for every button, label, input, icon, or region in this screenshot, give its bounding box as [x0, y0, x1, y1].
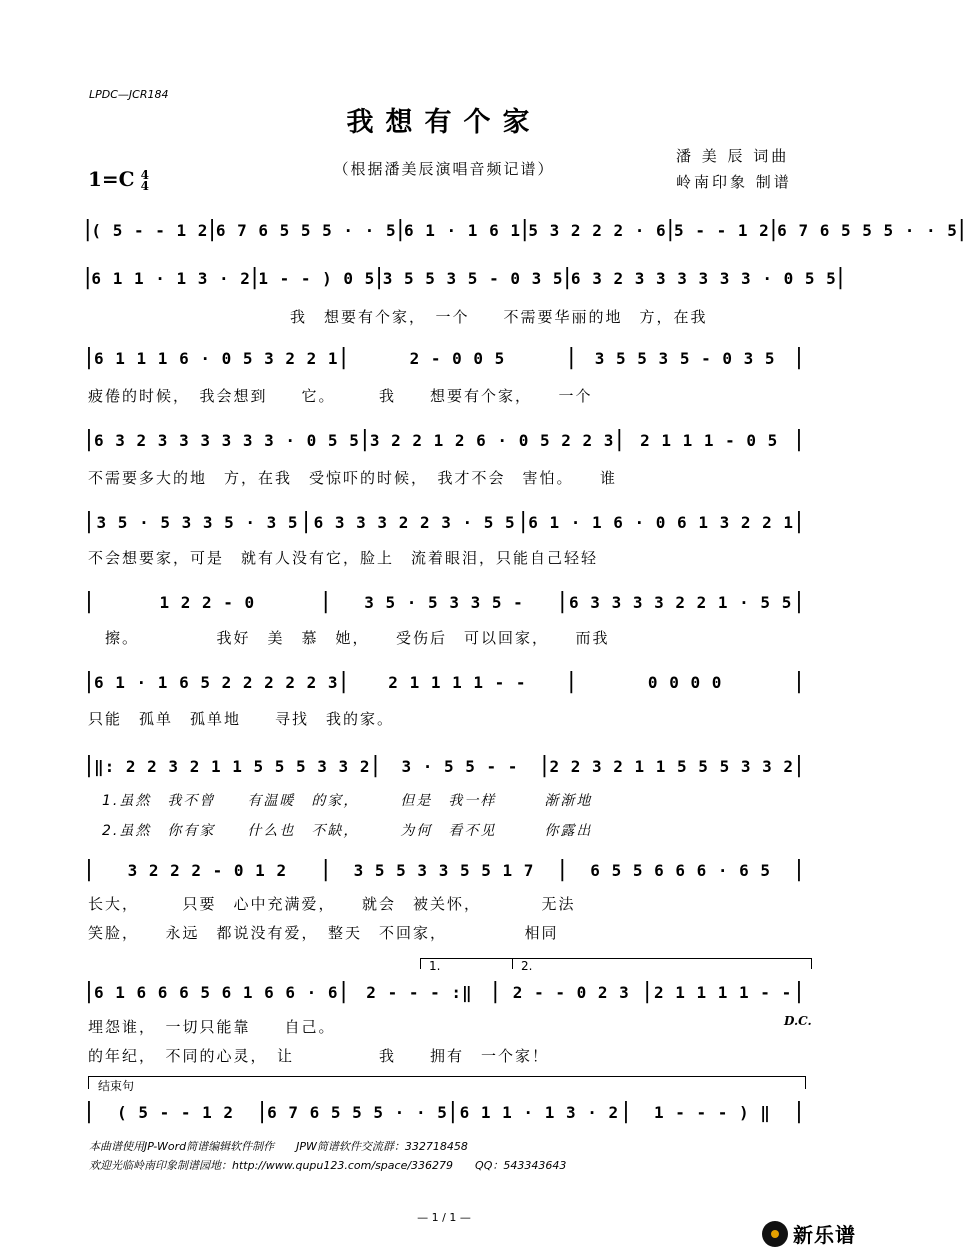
score-line-10 [84, 979, 804, 1004]
barline: | [85, 669, 93, 694]
volta-1-label: 1. [429, 959, 441, 973]
barline: | [258, 1099, 266, 1124]
footer-website-note: 欢迎光临岭南印象制谱园地：http://www.qupu123.com/space/336279 QQ：543343643 [89, 1159, 567, 1172]
barline: | [558, 857, 567, 882]
score-line-11 [84, 1099, 804, 1124]
measure: ( 5 - - 1 2 [91, 220, 209, 240]
barline: | [85, 589, 93, 614]
barline: | [769, 217, 778, 242]
barline: | [558, 589, 567, 614]
barline: | [957, 217, 965, 242]
barline: | [795, 1099, 803, 1124]
volta-bracket-2 [512, 958, 812, 973]
barline: | [643, 979, 651, 1004]
measure: 3 5 5 3 5 - 0 3 5 [382, 268, 564, 288]
brand-logo[interactable] [762, 1219, 856, 1248]
measure: ‖: 2 2 3 2 1 1 5 5 5 3 3 2 [94, 756, 371, 776]
barline: | [84, 217, 92, 242]
measure: 6 3 3 3 3 2 2 1 · 5 5 [569, 592, 793, 612]
da-capo-marker: D.C. [784, 1014, 812, 1028]
credit-score: 岭南印象 制谱 [676, 173, 792, 191]
barline: | [615, 427, 624, 452]
measure: 2 1 1 1 - 0 5 [640, 430, 779, 450]
measure: 2 - - 0 2 3 [512, 982, 630, 1002]
footer-software-note: 本曲谱使用JP-Word简谱编辑软件制作 JPW简谱软件交流群：332718458 [89, 1140, 468, 1153]
barline: | [519, 509, 527, 534]
page-number: — 1 / 1 — [417, 1211, 471, 1224]
barline: | [85, 1099, 93, 1124]
barline: | [540, 753, 549, 778]
barline: | [795, 509, 803, 534]
measure: 0 0 0 0 [647, 672, 723, 692]
subtitle: （根据潘美辰演唱音频记谱） [333, 160, 555, 178]
lyric-line-8-verse-2: 2.虽然 你有家 什么也 不缺， 为何 看不见 你露出 [102, 823, 593, 839]
barline: | [795, 979, 803, 1004]
lyric-line-6: 擦。 我好 美 慕 她， 受伤后 可以回家， 而我 [88, 629, 610, 647]
meter-top: 4 [140, 167, 149, 182]
barline: | [339, 669, 348, 694]
measure: 3 5 · 5 3 3 5 - [364, 592, 524, 612]
barline: | [795, 857, 803, 882]
measure: 6 1 6 6 6 5 6 1 6 6 · 6 [94, 982, 339, 1002]
barline: | [302, 509, 310, 534]
song-title: 我想有个家 [346, 107, 542, 138]
measure: 3 2 2 1 2 6 · 0 5 2 2 3 [369, 430, 615, 450]
score-line-6 [84, 589, 804, 614]
lyric-line-9-verse-1: 长大， 只要 心中充满爱， 就会 被关怀， 无法 [88, 895, 576, 913]
lyric-line-2: 我 想要有个家， 一个 不需要华丽的地 方，在我 [290, 308, 708, 326]
barline: | [339, 345, 348, 370]
measure: 2 1 1 1 1 - - [388, 672, 527, 692]
barline: | [250, 265, 259, 290]
barline: | [85, 345, 93, 370]
barline: | [85, 857, 93, 882]
barline: | [567, 669, 575, 694]
volta-bracket-1 [420, 958, 514, 973]
measure: 2 - - - :‖ [366, 982, 473, 1002]
measure: 6 1 1 1 6 · 0 5 3 2 2 1 [94, 348, 339, 368]
barline: | [208, 217, 216, 242]
barline: | [795, 345, 803, 370]
measure: 1 - - - ) ‖ [653, 1102, 771, 1122]
measure: 6 7 6 5 5 5 · · 5 [215, 220, 397, 240]
measure: 2 1 1 1 1 - - [653, 982, 793, 1002]
barline: | [375, 265, 383, 290]
score-line-4 [84, 427, 804, 452]
measure: 1 2 2 - 0 [159, 592, 256, 612]
brand-name: 新乐谱 [793, 1223, 856, 1247]
lyric-line-7: 只能 孤单 孤单地 寻找 我的家。 [88, 710, 395, 728]
measure: ( 5 - - 1 2 [117, 1102, 235, 1122]
measure: 5 - - 1 2 [674, 220, 770, 240]
measure: 6 5 5 6 6 6 · 6 5 [590, 860, 772, 880]
lyric-line-8-verse-1: 1.虽然 我不曾 有温暖 的家， 但是 我一样 渐渐地 [102, 793, 593, 809]
score-line-9 [84, 857, 804, 882]
credit-words: 潘 美 辰 词曲 [676, 147, 790, 165]
barline: | [371, 753, 380, 778]
measure: 6 1 1 · 1 3 · 2 [459, 1102, 620, 1122]
measure: 6 7 6 5 5 5 · · 5 [777, 220, 958, 240]
barline: | [795, 427, 803, 452]
barline: | [795, 589, 803, 614]
barline: | [339, 979, 348, 1004]
barline: | [85, 509, 93, 534]
lyric-line-3: 疲倦的时候， 我会想到 它。 我 想要有个家， 一个 [88, 387, 593, 405]
measure: 6 1 · 1 6 · 0 6 1 3 2 2 1 [528, 512, 795, 532]
measure: 6 3 2 3 3 3 3 3 3 · 0 5 5 [94, 430, 360, 450]
barline: | [396, 217, 404, 242]
score-line-3 [84, 345, 804, 370]
lyric-line-4: 不需要多大的地 方，在我 受惊吓的时候， 我才不会 害怕。 谁 [88, 469, 618, 487]
score-line-2 [84, 265, 845, 290]
barline: | [563, 265, 571, 290]
record-disc-icon [762, 1221, 788, 1247]
meter-bottom: 4 [140, 178, 149, 193]
barline: | [85, 427, 93, 452]
lyric-line-5: 不会想要家，可是 就有人没有它，脸上 流着眼泪，只能自己轻轻 [88, 549, 599, 567]
score-line-7 [84, 669, 804, 694]
measure: 3 5 · 5 3 3 5 · 3 5 [96, 512, 299, 532]
barline: | [622, 1099, 630, 1124]
barline: | [795, 753, 803, 778]
ending-label: 结束句 [98, 1079, 135, 1093]
score-line-8 [84, 753, 804, 778]
measure: 6 1 1 · 1 3 · 2 [91, 268, 251, 288]
barline: | [666, 217, 675, 242]
barline: | [795, 669, 803, 694]
barline: | [520, 217, 529, 242]
measure: 3 5 5 3 3 5 5 1 7 [353, 860, 535, 880]
barline: | [85, 753, 93, 778]
lyric-line-9-verse-2: 笑脸， 永远 都说没有爱， 整天 不回家， 相同 [88, 924, 559, 942]
score-code: LPDC—JCR184 [89, 88, 169, 101]
barline: | [449, 1099, 457, 1124]
measure: 1 - - ) 0 5 [258, 268, 376, 288]
score-line-5 [84, 509, 804, 534]
measure: 3 2 2 2 - 0 1 2 [127, 860, 288, 880]
measure: 6 1 · 1 6 5 2 2 2 2 2 3 [94, 672, 339, 692]
lyric-line-10-verse-1: 埋怨谁， 一切只能靠 自己。 [88, 1018, 336, 1036]
measure: 6 1 · 1 6 1 [404, 220, 521, 240]
measure: 5 3 2 2 2 · 6 [528, 220, 667, 240]
measure: 6 7 6 5 5 5 · · 5 [267, 1102, 448, 1122]
measure: 6 3 2 3 3 3 3 3 3 · 0 5 5 [570, 268, 837, 288]
barline: | [491, 979, 500, 1004]
lyric-line-10-verse-2: 的年纪， 不同的心灵， 让 我 拥有 一个家！ [88, 1047, 550, 1065]
measure: 3 · 5 5 - - [401, 756, 519, 776]
score-line-1 [84, 217, 965, 242]
measure: 6 3 3 3 2 2 3 · 5 5 [313, 512, 516, 532]
barline: | [567, 345, 575, 370]
barline: | [321, 589, 330, 614]
measure: 3 5 5 3 5 - 0 3 5 [594, 348, 776, 368]
barline: | [361, 427, 369, 452]
measure: 2 2 3 2 1 1 5 5 5 3 3 2 [549, 756, 794, 776]
measure: 2 - 0 0 5 [409, 348, 506, 368]
barline: | [836, 265, 845, 290]
barline: | [84, 265, 92, 290]
key-label: 1=C [88, 167, 135, 191]
barline: | [85, 979, 93, 1004]
volta-2-label: 2. [521, 959, 533, 973]
barline: | [321, 857, 330, 882]
ending-bracket [88, 1076, 806, 1089]
